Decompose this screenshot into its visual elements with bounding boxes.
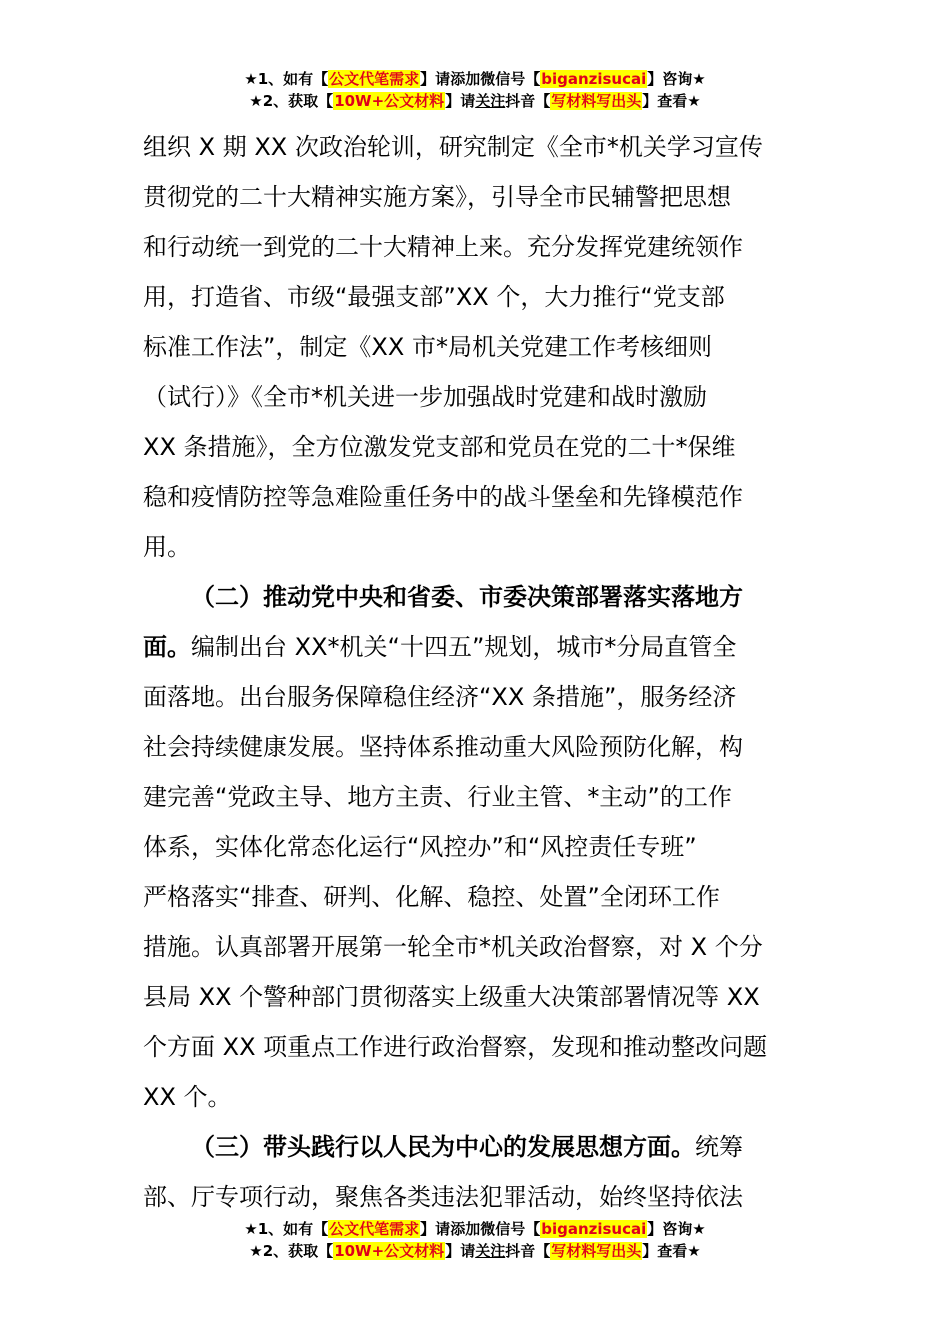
highlight-wechat-id: biganzisucai xyxy=(541,1220,647,1238)
paragraph-1 xyxy=(143,122,807,572)
highlight-service: 公文代笔需求 xyxy=(329,70,420,88)
section-heading-2: （二）推动党中央和省委、市委决策部署落实落地方 xyxy=(191,583,743,611)
banner-line-2: ★2、获取【10W+公文材料】请关注抖音【写材料写出头】查看★ xyxy=(249,92,701,110)
text-line: 建完善“党政主导、地方主责、行业主管、*主动”的工作 xyxy=(143,783,732,811)
text-line: XX 条措施》，全方位激发党支部和党员在党的二十*保维 xyxy=(143,433,736,461)
document-body xyxy=(143,122,807,1222)
highlight-materials: 10W+公文材料 xyxy=(334,1242,445,1260)
text-line: 个方面 XX 项重点工作进行政治督察，发现和推动整改问题 xyxy=(143,1033,768,1061)
banner-line-2: ★2、获取【10W+公文材料】请关注抖音【写材料写出头】查看★ xyxy=(249,1242,701,1260)
text-line: 体系，实体化常态化运行“风控办”和“风控责任专班” xyxy=(143,833,697,861)
text-line: 严格落实“排查、研判、化解、稳控、处置”全闭环工作 xyxy=(143,883,720,911)
text-line: 措施。认真部署开展第一轮全市*机关政治督察，对 X 个分 xyxy=(143,933,763,961)
text-line: 社会持续健康发展。坚持体系推动重大风险预防化解，构 xyxy=(143,733,743,761)
text-line: 标准工作法”，制定《XX 市*局机关党建工作考核细则 xyxy=(143,333,712,361)
section-heading-3: （三）带头践行以人民为中心的发展思想方面。 xyxy=(191,1133,695,1161)
text-line: 和行动统一到党的二十大精神上来。充分发挥党建统领作 xyxy=(143,233,743,261)
highlight-wechat-id: biganzisucai xyxy=(541,70,647,88)
paragraph-2 xyxy=(143,572,807,1122)
highlight-douyin: 写材料写出头 xyxy=(551,1242,642,1260)
banner-line-1: ★1、如有【公文代笔需求】请添加微信号【biganzisucai】咨询★ xyxy=(244,70,706,88)
text-line: 面落地。出台服务保障稳住经济“XX 条措施”，服务经济 xyxy=(143,683,737,711)
footer-banner xyxy=(0,1218,950,1262)
highlight-materials: 10W+公文材料 xyxy=(334,92,445,110)
text-line: 县局 XX 个警种部门贯彻落实上级重大决策部署情况等 XX xyxy=(143,983,760,1011)
highlight-douyin: 写材料写出头 xyxy=(551,92,642,110)
highlight-service: 公文代笔需求 xyxy=(329,1220,420,1238)
paragraph-3 xyxy=(143,1122,807,1222)
banner-line-1: ★1、如有【公文代笔需求】请添加微信号【biganzisucai】咨询★ xyxy=(244,1220,706,1238)
text-line: （三）带头践行以人民为中心的发展思想方面。统筹 xyxy=(191,1133,743,1161)
text-line: 面。编制出台 XX*机关“十四五”规划，城市*分局直管全 xyxy=(143,633,737,661)
text-line: 部、厅专项行动，聚焦各类违法犯罪活动，始终坚持依法 xyxy=(143,1183,743,1211)
text-line: XX 个。 xyxy=(143,1083,232,1111)
text-line: （试行）》《全市*机关进一步加强战时党建和战时激励 xyxy=(143,383,707,411)
text-line: 用。 xyxy=(143,533,191,561)
text-line: 组织 X 期 XX 次政治轮训，研究制定《全市*机关学习宣传 xyxy=(143,133,763,161)
text-line: 用，打造省、市级“最强支部”XX 个，大力推行“党支部 xyxy=(143,283,725,311)
text-line: 贯彻党的二十大精神实施方案》，引导全市民辅警把思想 xyxy=(143,183,731,211)
text-line: 稳和疫情防控等急难险重任务中的战斗堡垒和先锋模范作 xyxy=(143,483,743,511)
header-banner xyxy=(0,68,950,112)
